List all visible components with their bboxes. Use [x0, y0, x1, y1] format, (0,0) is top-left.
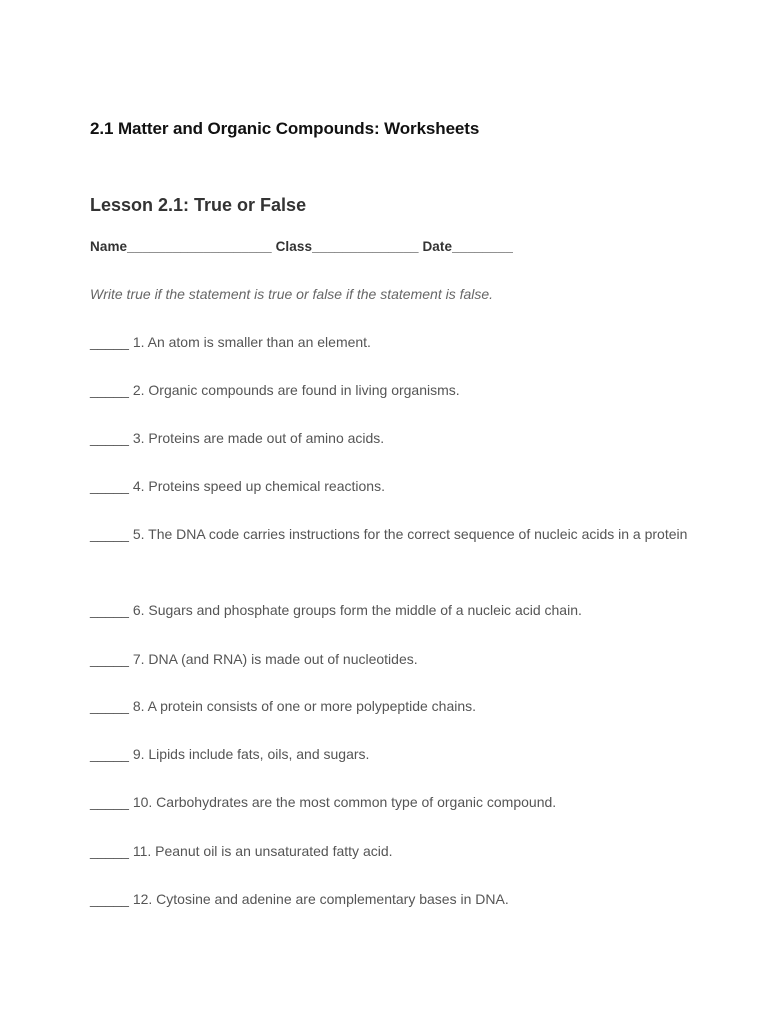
question-text: 5. The DNA code carries instructions for the correct sequence of nucleic acids in a protein: [132, 526, 688, 542]
question-item: [90, 740, 690, 768]
answer-blank: _____: [90, 843, 129, 859]
question-text: 7. DNA (and RNA) is made out of nucleotides.: [132, 651, 418, 667]
question-item: [90, 645, 690, 673]
question-item: [90, 424, 690, 452]
answer-blank: _____: [90, 430, 129, 446]
question-item: [90, 885, 690, 913]
question-item: [90, 788, 690, 816]
question-text: 9. Lipids include fats, oils, and sugars.: [132, 746, 370, 762]
answer-blank: _____: [90, 334, 129, 350]
question-text: 3. Proteins are made out of amino acids.: [132, 430, 385, 446]
question-text: 4. Proteins speed up chemical reactions.: [132, 478, 385, 494]
question-item: [90, 328, 690, 356]
answer-blank: _____: [90, 478, 129, 494]
answer-blank: _____: [90, 794, 129, 810]
answer-blank: _____: [90, 526, 129, 542]
question-item: [90, 692, 690, 720]
question-text: 1. An atom is smaller than an element.: [132, 334, 371, 350]
question-text: 11. Peanut oil is an unsaturated fatty acid.: [132, 843, 393, 859]
instructions: Write true if the statement is true or false if the statement is false.: [90, 286, 494, 302]
question-item: [90, 596, 690, 624]
question-item: [90, 376, 690, 404]
question-text: 2. Organic compounds are found in living organisms.: [132, 382, 460, 398]
answer-blank: _____: [90, 651, 129, 667]
answer-blank: _____: [90, 698, 129, 714]
question-text: 6. Sugars and phosphate groups form the middle of a nucleic acid chain.: [132, 602, 582, 618]
worksheet-title: 2.1 Matter and Organic Compounds: Worksheets: [90, 119, 480, 138]
answer-blank: _____: [90, 382, 129, 398]
question-text: 8. A protein consists of one or more polypeptide chains.: [132, 698, 477, 714]
question-item: [90, 520, 690, 548]
answer-blank: _____: [90, 746, 129, 762]
question-item: [90, 472, 690, 500]
lesson-heading: Lesson 2.1: True or False: [90, 195, 307, 215]
question-item: [90, 837, 690, 865]
answer-blank: _____: [90, 602, 129, 618]
answer-blank: _____: [90, 891, 129, 907]
question-text: 10. Carbohydrates are the most common type of organic compound.: [132, 794, 557, 810]
name-class-date-line: Name___________________ Class______________ Date________: [90, 239, 513, 254]
question-text: 12. Cytosine and adenine are complementary bases in DNA.: [132, 891, 509, 907]
